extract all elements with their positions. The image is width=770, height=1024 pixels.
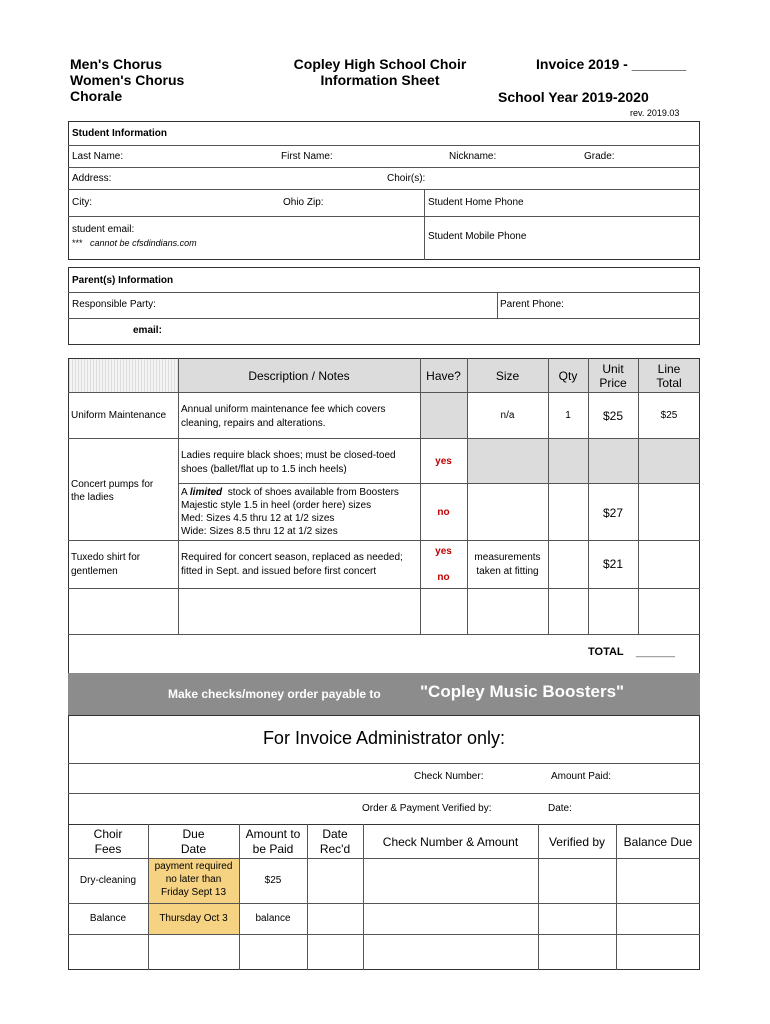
balance-due: Thursday Oct 3 — [159, 913, 228, 924]
balance-name: Balance — [89, 913, 127, 924]
page-title — [270, 56, 490, 88]
city-field[interactable]: City: — [72, 197, 92, 208]
total-label: TOTAL — [588, 646, 624, 658]
choir-mens: Men's Chorus — [70, 56, 163, 72]
col-have: Have? — [426, 369, 461, 383]
tux-have-no[interactable]: no — [437, 572, 450, 583]
invoice-number: Invoice 2019 - _______ — [536, 56, 687, 72]
tux-description: Required for concert season, replaced as needed; fitted in Sept. and issued before first concert — [181, 552, 403, 577]
pumps-name: Concert pumps for the ladies — [71, 479, 154, 503]
payable-prefix: Make checks/money order payable to — [168, 687, 381, 701]
revision: rev. 2019.03 — [630, 108, 680, 118]
pumps-have-no[interactable]: no — [437, 507, 450, 518]
nickname-field[interactable]: Nickname: — [449, 151, 497, 162]
pumps-requirement: Ladies require black shoes; must be closed-toed shoes (ballet/flat up to 1.5 inch heels) — [181, 450, 396, 475]
title-line-2: Information Sheet — [320, 72, 440, 88]
choirs-field[interactable]: Choir(s): — [387, 173, 426, 184]
pumps-have-yes[interactable]: yes — [435, 456, 452, 467]
student-email-field[interactable]: student email: — [72, 224, 135, 235]
pumps-stock-description: A limited stock of shoes available from Boosters Majestic style 1.5 in heel (order here) sizes Med: Sizes 4.5 thru 12 at 1/2 sizes Wide: Sizes 8.5 thru 12 at 1/2 sizes — [181, 487, 399, 537]
fees-col-balance: Balance Due — [623, 835, 693, 849]
col-size: Size — [495, 369, 520, 383]
payable-name: "Copley Music Boosters" — [420, 682, 625, 701]
uniform-line-total: $25 — [660, 410, 678, 421]
fees-col-due: Due Date — [180, 827, 207, 856]
fees-col-date-recd: Date Rec'd — [319, 827, 351, 856]
fees-col-check: Check Number & Amount — [382, 835, 519, 849]
verified-date-field[interactable]: Date: — [548, 803, 572, 814]
tux-name: Tuxedo shirt for gentlemen — [71, 552, 141, 577]
drycleaning-amount: $25 — [264, 875, 282, 886]
last-name-field[interactable]: Last Name: — [72, 151, 124, 162]
col-qty: Qty — [558, 369, 578, 383]
uniform-unit-price: $25 — [602, 409, 624, 423]
school-year: School Year 2019-2020 — [498, 89, 649, 105]
admin-title: For Invoice Administrator only: — [262, 728, 506, 748]
parent-section-title: Parent(s) Information — [72, 275, 174, 286]
choir-chorale: Chorale — [70, 88, 123, 104]
drycleaning-name: Dry-cleaning — [79, 875, 137, 886]
responsible-party-field[interactable]: Responsible Party: — [72, 299, 156, 310]
zip-field[interactable]: Ohio Zip: — [283, 197, 324, 208]
uniform-name: Uniform Maintenance — [71, 410, 167, 421]
col-line-total: Line Total — [656, 362, 682, 390]
title-line-1: Copley High School Choir — [293, 56, 467, 72]
fees-col-verified: Verified by — [548, 835, 606, 849]
fees-col-choir: Choir Fees — [93, 827, 123, 856]
uniform-qty: 1 — [565, 410, 571, 421]
grade-field[interactable]: Grade: — [584, 151, 615, 162]
choir-womens: Women's Chorus — [70, 72, 185, 88]
tux-size: measurements taken at fitting — [474, 552, 541, 577]
uniform-description: Annual uniform maintenance fee which covers cleaning, repairs and alterations. — [181, 404, 386, 429]
fees-col-amount: Amount to be Paid — [245, 827, 301, 856]
parent-phone-field[interactable]: Parent Phone: — [500, 299, 564, 310]
home-phone-field[interactable]: Student Home Phone — [428, 197, 524, 208]
student-section-title: Student Information — [72, 128, 167, 139]
col-unit-price: Unit Price — [599, 362, 627, 390]
first-name-field[interactable]: First Name: — [281, 151, 333, 162]
col-description: Description / Notes — [248, 369, 350, 383]
tux-unit-price: $21 — [602, 557, 624, 571]
pumps-unit-price: $27 — [602, 506, 624, 520]
tux-have-yes[interactable]: yes — [435, 546, 452, 557]
mobile-phone-field[interactable]: Student Mobile Phone — [428, 231, 527, 242]
email-note: *** cannot be cfsdindians.com — [72, 238, 197, 248]
verified-by-field[interactable]: Order & Payment Verified by: — [362, 803, 492, 814]
total-line[interactable]: _______ — [636, 647, 675, 658]
choir-list — [70, 56, 184, 104]
uniform-size: n/a — [500, 410, 515, 421]
drycleaning-due: payment required no later than Friday Sept 13 — [154, 861, 233, 898]
address-field[interactable]: Address: — [72, 173, 112, 184]
check-number-field[interactable]: Check Number: — [414, 771, 484, 782]
parent-email-field[interactable]: email: — [133, 325, 162, 336]
balance-amount: balance — [255, 913, 291, 924]
amount-paid-field[interactable]: Amount Paid: — [551, 771, 612, 782]
